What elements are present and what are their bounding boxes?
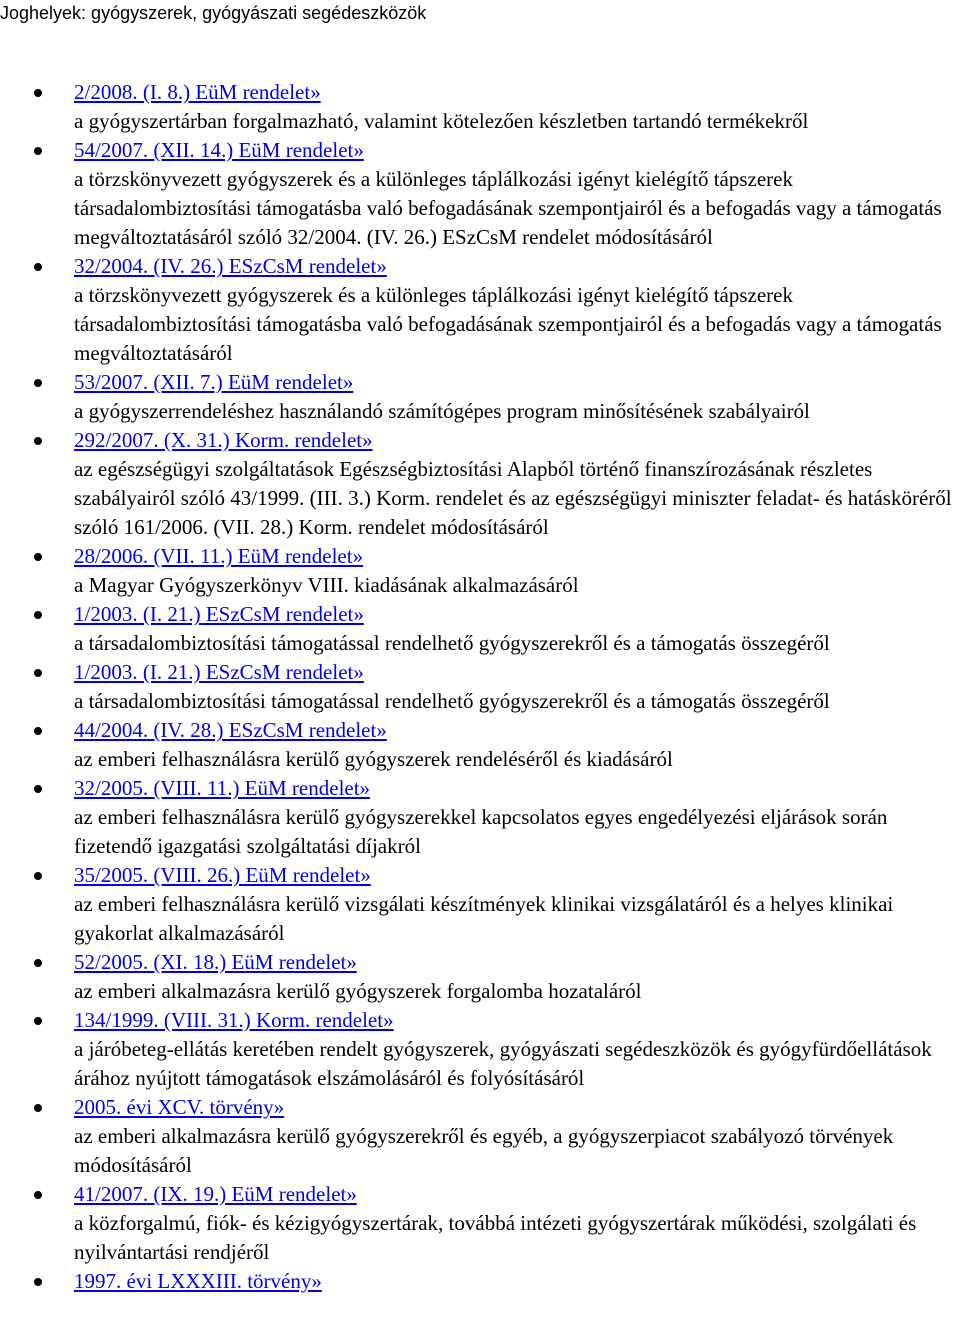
- law-description: a törzskönyvezett gyógyszerek és a különleges táplálkozási igényt kielégítő tápszerek társadalombiztosítási támogatásba való befogadásának szempontjairól és a befogadás vagy a támogatás megváltoztatásáról szóló 32/2004. (IV. 26.) ESzCsM rendelet módosításáról: [74, 167, 942, 249]
- list-item: [0, 658, 960, 716]
- list-item: [0, 78, 960, 136]
- list-item: [0, 948, 960, 1006]
- law-link[interactable]: 28/2006. (VII. 11.) EüM rendelet»: [74, 544, 364, 568]
- law-description: a Magyar Gyógyszerkönyv VIII. kiadásának alkalmazásáról: [74, 573, 579, 597]
- law-description: a társadalombiztosítási támogatással rendelhető gyógyszerekről és a támogatás összegéről: [74, 631, 830, 655]
- law-link[interactable]: 134/1999. (VIII. 31.) Korm. rendelet»: [74, 1008, 394, 1032]
- list-item: [0, 426, 960, 542]
- law-link[interactable]: 32/2005. (VIII. 11.) EüM rendelet»: [74, 776, 371, 800]
- law-description: az emberi felhasználásra kerülő gyógyszerekkel kapcsolatos egyes engedélyezési eljárások során fizetendő igazgatási szolgáltatási díjakról: [74, 805, 888, 858]
- law-link[interactable]: 54/2007. (XII. 14.) EüM rendelet»: [74, 138, 364, 162]
- law-description: az emberi felhasználásra kerülő vizsgálati készítmények klinikai vizsgálatáról és a helyes klinikai gyakorlat alkalmazásáról: [74, 892, 894, 945]
- list-item: [0, 861, 960, 948]
- law-description: a közforgalmú, fiók- és kézigyógyszertárak, továbbá intézeti gyógyszertárak működési, szolgálati és nyilvántartási rendjéről: [74, 1211, 917, 1264]
- law-link[interactable]: 2/2008. (I. 8.) EüM rendelet»: [74, 80, 321, 104]
- law-link[interactable]: 35/2005. (VIII. 26.) EüM rendelet»: [74, 863, 371, 887]
- list-item: [0, 542, 960, 600]
- law-description: az emberi alkalmazásra kerülő gyógyszerekről és egyéb, a gyógyszerpiacot szabályozó törvények módosításáról: [74, 1124, 894, 1177]
- list-item: [0, 368, 960, 426]
- law-link[interactable]: 32/2004. (IV. 26.) ESzCsM rendelet»: [74, 254, 387, 278]
- law-link[interactable]: 44/2004. (IV. 28.) ESzCsM rendelet»: [74, 718, 387, 742]
- law-description: a gyógyszerrendeléshez használandó számítógépes program minősítésének szabályairól: [74, 399, 810, 423]
- law-description: az emberi felhasználásra kerülő gyógyszerek rendeléséről és kiadásáról: [74, 747, 673, 771]
- law-description: a társadalombiztosítási támogatással rendelhető gyógyszerekről és a támogatás összegéről: [74, 689, 830, 713]
- law-description: az egészségügyi szolgáltatások Egészségbiztosítási Alapból történő finanszírozásának részletes szabályairól szóló 43/1999. (III. 3.) Korm. rendelet és az egészségügyi miniszter feladat- és hatásköréről szóló 161/2006. (VII. 28.) Korm. rendelet módosításáról: [74, 457, 952, 539]
- list-item: [0, 136, 960, 252]
- list-item: [0, 774, 960, 861]
- law-list: [0, 78, 960, 1296]
- law-link[interactable]: 2005. évi XCV. törvény»: [74, 1095, 285, 1119]
- list-item: [0, 1006, 960, 1093]
- list-item: [0, 1093, 960, 1180]
- law-description: az emberi alkalmazásra kerülő gyógyszerek forgalomba hozataláról: [74, 979, 642, 1003]
- law-link[interactable]: 41/2007. (IX. 19.) EüM rendelet»: [74, 1182, 357, 1206]
- list-item: [0, 1267, 960, 1296]
- law-description: a járóbeteg-ellátás keretében rendelt gyógyszerek, gyógyászati segédeszközök és gyógyfürdőellátások árához nyújtott támogatások elszámolásáról és folyósításáról: [74, 1037, 932, 1090]
- law-link[interactable]: 292/2007. (X. 31.) Korm. rendelet»: [74, 428, 373, 452]
- list-item: [0, 252, 960, 368]
- law-link[interactable]: 52/2005. (XI. 18.) EüM rendelet»: [74, 950, 357, 974]
- law-link[interactable]: 1/2003. (I. 21.) ESzCsM rendelet»: [74, 660, 364, 684]
- page-title: Joghelyek: gyógyszerek, gyógyászati segédeszközök: [0, 3, 427, 23]
- law-description: a törzskönyvezett gyógyszerek és a különleges táplálkozási igényt kielégítő tápszerek társadalombiztosítási támogatásba való befogadásának szempontjairól és a befogadás vagy a támogatás megváltoztatásáról: [74, 283, 942, 365]
- list-item: [0, 1180, 960, 1267]
- law-link[interactable]: 53/2007. (XII. 7.) EüM rendelet»: [74, 370, 354, 394]
- list-item: [0, 716, 960, 774]
- law-link[interactable]: 1997. évi LXXXIII. törvény»: [74, 1269, 322, 1293]
- list-item: [0, 600, 960, 658]
- law-description: a gyógyszertárban forgalmazható, valamint kötelezően készletben tartandó termékekről: [74, 109, 809, 133]
- law-link[interactable]: 1/2003. (I. 21.) ESzCsM rendelet»: [74, 602, 364, 626]
